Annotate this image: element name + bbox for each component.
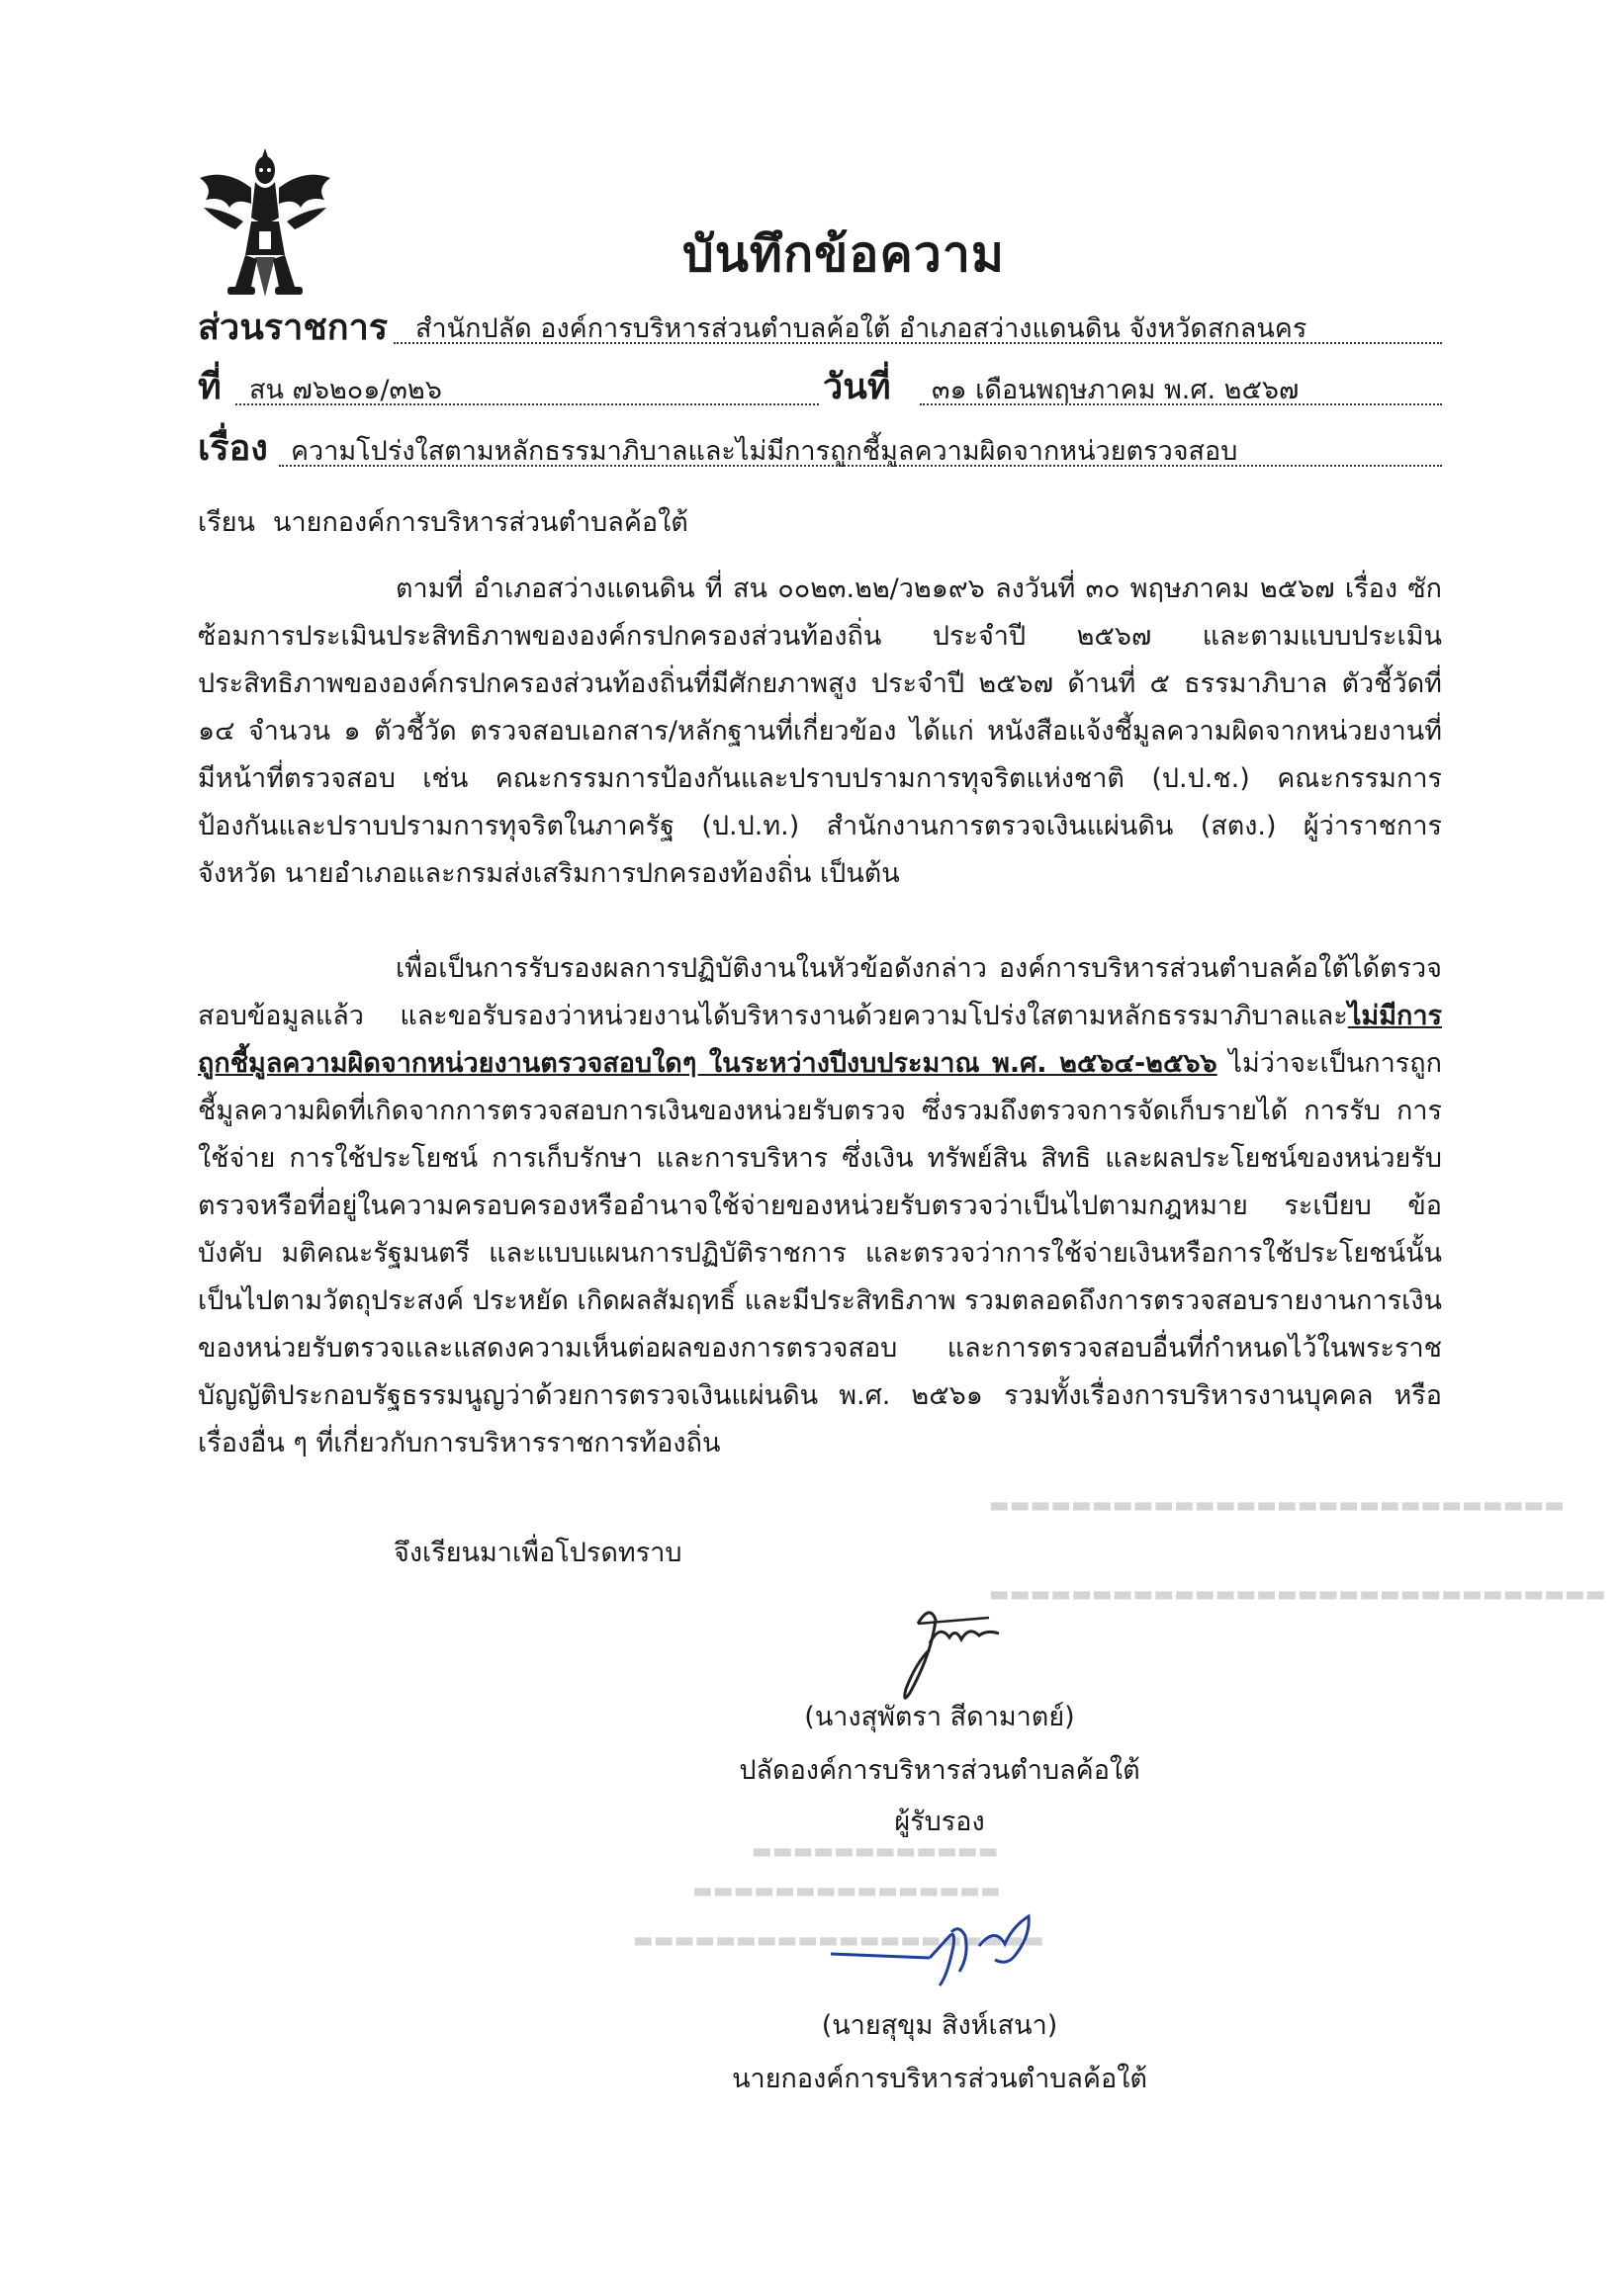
signer-2-name: (นายสุขุม สิงห์เสนา) xyxy=(821,2010,1058,2041)
subject-dotted-line xyxy=(279,465,1442,467)
signer-2-position: นายกองค์การบริหารส่วนตำบลค้อใต้ xyxy=(732,2064,1147,2094)
show-through-marks-3: ▬▬▬▬▬▬▬▬▬▬▬▬ xyxy=(752,1839,999,1864)
salutation-label: เรียน xyxy=(198,507,256,538)
date-dotted-line xyxy=(920,403,1442,405)
signer-1-role: ผู้รับรอง xyxy=(894,1807,985,1837)
date-value: ๓๑ เดือนพฤษภาคม พ.ศ. ๒๕๖๗ xyxy=(932,375,1300,405)
subject-label: เรื่อง xyxy=(198,428,268,469)
show-through-marks-2: ▬▬▬▬▬▬▬▬▬▬▬▬▬▬▬▬▬▬▬▬▬▬▬▬▬▬▬▬▬▬ xyxy=(989,1582,1606,1607)
ref-value: สน ๗๖๒๐๑/๓๒๖ xyxy=(249,375,442,405)
agency-label: ส่วนราชการ xyxy=(198,308,389,348)
show-through-marks-4: ▬▬▬▬▬▬▬▬▬▬▬▬▬▬▬ xyxy=(692,1879,1001,1903)
show-through-marks: ▬▬▬▬▬▬▬▬▬▬▬▬▬▬▬▬▬▬▬▬▬▬▬▬▬▬▬▬ xyxy=(989,1493,1566,1518)
body-paragraph-2 xyxy=(198,945,1442,1467)
agency-dotted-line xyxy=(394,342,1442,344)
paragraph-2-intro: เพื่อเป็นการรับรองผลการปฏิบัติงานในหัวข้อดังกล่าว องค์การบริหารส่วนตำบลค้อใต้ได้ตรวจสอบข้อมูลแล้ว และขอรับรองว่าหน่วยงานได้บริหารงานด้วยความโปร่งใสตามหลักธรรมาภิบาลและ xyxy=(198,953,1442,1031)
ref-dotted-line xyxy=(235,403,819,405)
paragraph-2-rest: ไม่ว่าจะเป็นการถูกชี้มูลความผิดที่เกิดจากการตรวจสอบการเงินของหน่วยรับตรวจ ซึ่งรวมถึงตรวจการจัดเก็บรายได้ การรับ การใช้จ่าย การใช้ประโยชน์ การเก็บรักษา และการบริหาร ซึ่งเงิน ทรัพย์สิน สิทธิ และผลประโยชน์ของหน่วยรับตรวจหรือที่อยู่ในความครอบครองหรืออำนาจใช้จ่ายของหน่วยรับตรวจว่าเป็นไปตามกฎหมาย ระเบียบ ข้อบังคับ มติคณะรัฐมนตรี และแบบแผนการปฏิบัติราชการ และตรวจว่าการใช้จ่ายเงินหรือการใช้ประโยชน์นั้นเป็นไปตามวัตถุประสงค์ ประหยัด เกิดผลสัมฤทธิ์ และมีประสิทธิภาพ รวมตลอดถึงการตรวจสอบรายงานการเงินของหน่วยรับตรวจและแสดงความเห็นต่อผลของการตรวจสอบ และการตรวจสอบอื่นที่กำหนดไว้ในพระราชบัญญัติประกอบรัฐธรรมนูญว่าด้วยการตรวจเงินแผ่นดิน พ.ศ. ๒๕๖๑ รวมทั้งเรื่องการบริหารงานบุคคล หรือเรื่องอื่น ๆ ที่เกี่ยวกับการบริหารราชการท้องถิ่น xyxy=(198,1048,1442,1458)
subject-value: ความโปร่งใสตามหลักธรรมาภิบาลและไม่มีการถูกชี้มูลความผิดจากหน่วยตรวจสอบ xyxy=(291,436,1238,467)
show-through-marks-5: ▬▬▬▬▬▬▬▬▬▬▬▬▬▬▬▬▬▬▬▬ xyxy=(633,1928,1044,1953)
signer-1-name: (นางสุพัตรา สีดามาตย์) xyxy=(804,1702,1075,1732)
agency-value: สำนักปลัด องค์การบริหารส่วนตำบลค้อใต้ อำเภอสว่างแดนดิน จังหวัดสกลนคร xyxy=(415,313,1307,344)
date-label: วันที่ xyxy=(823,367,891,407)
signer-1-position: ปลัดองค์การบริหารส่วนตำบลค้อใต้ xyxy=(739,1755,1140,1786)
garuda-emblem-icon xyxy=(196,148,334,302)
page-title: บันทึกข้อความ xyxy=(682,225,1005,283)
paragraph-2-emphasis: ไม่มีการถูกชี้มูลความผิดจากหน่วยงานตรวจสอบใดๆ ในระหว่างปีงบประมาณ พ.ศ. ๒๕๖๔-๒๕๖๖ xyxy=(198,1001,1442,1079)
salutation-value: นายกองค์การบริหารส่วนตำบลค้อใต้ xyxy=(273,507,688,538)
signature-2-icon xyxy=(821,1897,1078,2005)
ref-label: ที่ xyxy=(198,367,222,407)
closing-text: จึงเรียนมาเพื่อโปรดทราบ xyxy=(394,1538,682,1568)
body-paragraph-1: ตามที่ อำเภอสว่างแดนดิน ที่ สน ๐๐๒๓.๒๒/ว๒๑๙๖ ลงวันที่ ๓๐ พฤษภาคม ๒๕๖๗ เรื่อง ซักซ้อมการประเมินประสิทธิภาพขององค์กรปกครองส่วนท้องถิ่น ประจำปี ๒๕๖๗ และตามแบบประเมินประสิทธิภาพขององค์กรปกครองส่วนท้องถิ่นที่มีศักยภาพสูง ประจำปี ๒๕๖๗ ด้านที่ ๕ ธรรมาภิบาล ตัวชี้วัดที่ ๑๔ จำนวน ๑ ตัวชี้วัด ตรวจสอบเอกสาร/หลักฐานที่เกี่ยวข้อง ได้แก่ หนังสือแจ้งชี้มูลความผิดจากหน่วยงานที่มีหน้าที่ตรวจสอบ เช่น คณะกรรมการป้องกันและปราบปรามการทุจริตแห่งชาติ (ป.ป.ช.) คณะกรรมการป้องกันและปราบปรามการทุจริตในภาครัฐ (ป.ป.ท.) สำนักงานการตรวจเงินแผ่นดิน (สตง.) ผู้ว่าราชการจังหวัด นายอำเภอและกรมส่งเสริมการปกครองท้องถิ่น เป็นต้น xyxy=(198,574,1442,889)
